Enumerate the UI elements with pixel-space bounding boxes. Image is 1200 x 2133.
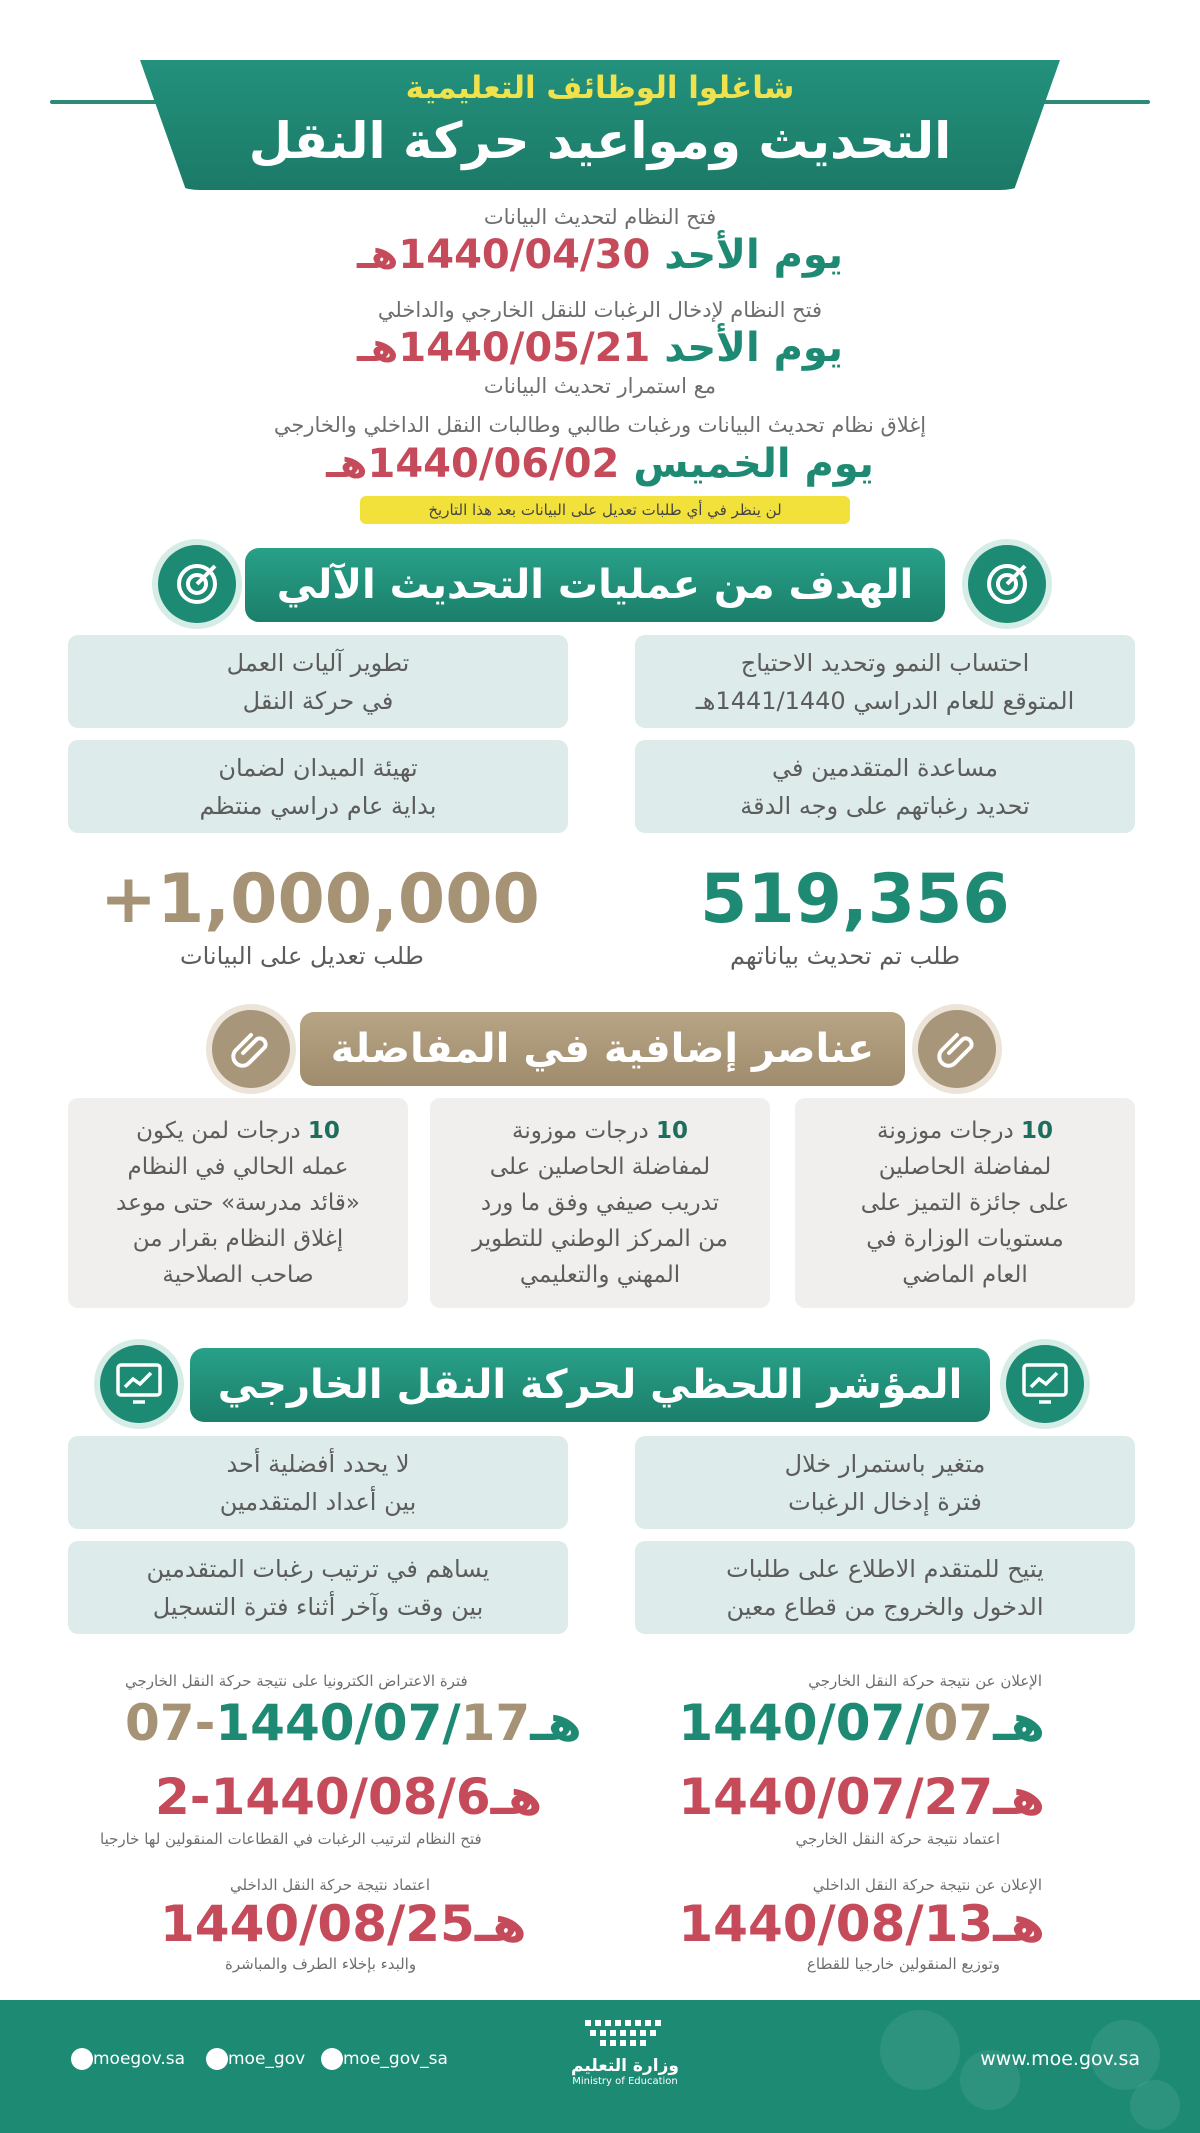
- facebook-icon: [71, 2048, 93, 2070]
- schedule-date: [678, 1694, 1045, 1752]
- timeline-date: 1440/05/21هـ: [357, 325, 651, 371]
- target-icon: [158, 545, 236, 623]
- stat-label: طلب تم تحديث بياناتهم: [730, 942, 961, 970]
- schedule-label: الإعلان عن نتيجة حركة النقل الداخلي: [812, 1876, 1042, 1894]
- schedule-date-suffix: هـ: [530, 1694, 582, 1752]
- timeline-date-row-3: [0, 441, 1200, 487]
- goal-line: بداية عام دراسي منتظم: [199, 791, 437, 820]
- stat-label: طلب تعديل على البيانات: [180, 942, 424, 970]
- goal-line: في حركة النقل: [242, 686, 394, 715]
- facebook-handle: moegov.sa: [93, 2049, 186, 2069]
- extra-title: عناصر إضافية في المفاضلة: [300, 1012, 905, 1086]
- indicator-line: بين أعداد المتقدمين: [219, 1487, 417, 1516]
- paperclip-icon: [918, 1010, 996, 1088]
- indicator-card: [68, 1436, 568, 1529]
- timeline-date: 1440/06/02هـ: [326, 441, 620, 487]
- indicator-line: فترة إدخال الرغبات: [788, 1487, 982, 1516]
- extra-line: «قائد مدرسة» حتى موعد: [116, 1190, 360, 1216]
- goal-card: [635, 635, 1135, 728]
- extra-card: [430, 1098, 770, 1308]
- stat-value: +1,000,000: [100, 860, 540, 939]
- goal-line: مساعدة المتقدمين في: [772, 753, 999, 782]
- schedule-label: فترة الاعتراض الكترونيا على نتيجة حركة النقل الخارجي: [125, 1672, 468, 1690]
- header-title: التحديث ومواعيد حركة النقل: [248, 112, 952, 170]
- schedule-date: [160, 1895, 527, 1953]
- extra-card: [68, 1098, 408, 1308]
- schedule-date: [125, 1694, 582, 1752]
- target-icon: [968, 545, 1046, 623]
- extra-unit: درجات موزونة: [877, 1118, 1014, 1144]
- website-link[interactable]: www.moe.gov.sa: [980, 2048, 1140, 2070]
- timeline-date-row-2: [0, 325, 1200, 371]
- timeline-day: يوم الخميس: [633, 441, 874, 487]
- timeline-day: يوم الأحد: [664, 325, 843, 371]
- schedule-note: وتوزيع المنقولين خارجيا للقطاع: [806, 1955, 1000, 1973]
- extra-line: على جائزة التميز على: [860, 1190, 1070, 1216]
- indicator-card: [68, 1541, 568, 1634]
- extra-heading: [877, 1113, 1053, 1149]
- ministry-logo-icon: [580, 2018, 670, 2052]
- ministry-name-en: Ministry of Education: [572, 2076, 678, 2087]
- timeline-label-3: إغلاق نظام تحديث البيانات ورغبات طالبي وطالبات النقل الداخلي والخارجي: [273, 413, 927, 437]
- goal-line: احتساب النمو وتحديد الاحتياج: [740, 648, 1030, 677]
- schedule-label: الإعلان عن نتيجة حركة النقل الخارجي: [808, 1672, 1042, 1690]
- extra-line: المهني والتعليمي: [519, 1262, 681, 1288]
- timeline-note-2: مع استمرار تحديث البيانات: [483, 374, 717, 398]
- schedule-label: اعتماد نتيجة حركة النقل الداخلي: [230, 1876, 431, 1894]
- goal-card: [635, 740, 1135, 833]
- schedule-date-base: 1440/07/: [678, 1694, 924, 1752]
- instagram-link[interactable]: [200, 2048, 305, 2070]
- schedule-note: اعتماد نتيجة حركة النقل الخارجي: [795, 1830, 1000, 1848]
- timeline-date-row-1: [0, 232, 1200, 278]
- schedule-date-day: 25: [405, 1895, 475, 1953]
- notice-badge: لن ينظر في أي طلبات تعديل على البيانات بعد هذا التاريخ: [360, 496, 850, 524]
- extra-line: إغلاق النظام بقرار من: [132, 1226, 344, 1252]
- extra-heading: [136, 1113, 340, 1149]
- schedule-note: فتح النظام لترتيب الرغبات في القطاعات المنقولين لها خارجيا: [100, 1830, 482, 1848]
- extra-line: مستويات الوزارة في: [866, 1226, 1064, 1252]
- indicator-card: [635, 1436, 1135, 1529]
- goal-line: تهيئة الميدان لضمان: [218, 753, 418, 782]
- schedule-date-day: 13: [923, 1895, 994, 1953]
- schedule-date-suffix: هـ: [993, 1694, 1045, 1752]
- schedule-date: [678, 1768, 1045, 1826]
- ministry-name-ar: وزارة التعليم: [571, 2056, 679, 2076]
- extra-heading: [512, 1113, 688, 1149]
- extra-unit: درجات موزونة: [512, 1118, 649, 1144]
- goal-line: المتوقع للعام الدراسي 1441/1440هـ: [695, 686, 1075, 715]
- extra-points: 10: [307, 1118, 340, 1144]
- extra-unit: درجات لمن يكون: [136, 1118, 301, 1144]
- goal-card: [68, 740, 568, 833]
- header-subtitle: شاغلوا الوظائف التعليمية: [405, 70, 795, 106]
- indicator-title: المؤشر اللحظي لحركة النقل الخارجي: [190, 1348, 990, 1422]
- schedule-date-day: 27: [923, 1768, 994, 1826]
- schedule-date: [155, 1768, 542, 1826]
- indicator-line: بين وقت وآخر أثناء فترة التسجيل: [152, 1592, 484, 1621]
- indicator-card: [635, 1541, 1135, 1634]
- schedule-date-base: 1440/07/: [678, 1768, 924, 1826]
- indicator-line: يساهم في ترتيب رغبات المتقدمين: [146, 1554, 490, 1583]
- schedule-date-suffix: هـ: [474, 1895, 527, 1953]
- extra-line: من المركز الوطني للتطوير: [472, 1226, 728, 1252]
- timeline-date: 1440/04/30هـ: [357, 232, 651, 278]
- twitter-icon: [321, 2048, 343, 2070]
- goals-title: الهدف من عمليات التحديث الآلي: [245, 548, 945, 622]
- paperclip-icon: [212, 1010, 290, 1088]
- chart-monitor-icon: [1006, 1345, 1084, 1423]
- extra-line: لمفاضلة الحاصلين على: [489, 1154, 711, 1180]
- twitter-link[interactable]: [315, 2048, 448, 2070]
- schedule-date-suffix: هـ: [490, 1768, 543, 1826]
- schedule-date-base: 1440/08/: [210, 1768, 456, 1826]
- ministry-logo: [560, 2018, 690, 2087]
- extra-points: 10: [656, 1118, 689, 1144]
- extra-line: عمله الحالي في النظام: [127, 1154, 349, 1180]
- timeline-day: يوم الأحد: [664, 232, 843, 278]
- footer: [0, 2000, 1200, 2133]
- schedule-date-base: 1440/08/: [160, 1895, 406, 1953]
- schedule-date-day: 6-2: [155, 1768, 491, 1826]
- schedule-date: [678, 1895, 1045, 1953]
- extra-line: صاحب الصلاحية: [162, 1262, 314, 1288]
- instagram-handle: moe_gov: [228, 2049, 306, 2069]
- extra-points: 10: [1021, 1118, 1054, 1144]
- twitter-handle: moe_gov_sa: [343, 2049, 448, 2069]
- indicator-line: لا يحدد أفضلية أحد: [226, 1449, 410, 1478]
- indicator-line: الدخول والخروج من قطاع معين: [726, 1592, 1044, 1621]
- extra-line: تدريب صيفي وفق ما ورد: [480, 1190, 720, 1216]
- extra-card: [795, 1098, 1135, 1308]
- facebook-link[interactable]: [65, 2048, 185, 2070]
- schedule-date-day: 17-07: [125, 1694, 531, 1752]
- schedule-date-suffix: هـ: [993, 1768, 1045, 1826]
- extra-line: لمفاضلة الحاصلين: [878, 1154, 1052, 1180]
- schedule-date-base: 1440/07/: [215, 1694, 461, 1752]
- indicator-line: يتيح للمتقدم الاطلاع على طلبات: [726, 1554, 1044, 1583]
- goal-card: [68, 635, 568, 728]
- extra-line: العام الماضي: [902, 1262, 1028, 1288]
- chart-monitor-icon: [100, 1345, 178, 1423]
- goal-line: تطوير آليات العمل: [226, 648, 410, 677]
- instagram-icon: [206, 2048, 228, 2070]
- schedule-date-suffix: هـ: [993, 1895, 1045, 1953]
- stat-value: 519,356: [700, 860, 1010, 939]
- schedule-note: والبدء بإخلاء الطرف والمباشرة: [225, 1955, 417, 1973]
- indicator-line: متغير باستمرار خلال: [784, 1449, 986, 1478]
- decor-circle: [880, 2010, 960, 2090]
- decor-circle: [1130, 2080, 1180, 2130]
- timeline-label-2: فتح النظام لإدخال الرغبات للنقل الخارجي والداخلي: [377, 298, 823, 322]
- goal-line: تحديد رغباتهم على وجه الدقة: [740, 791, 1030, 820]
- schedule-date-base: 1440/08/: [678, 1895, 924, 1953]
- schedule-date-day: 07: [923, 1694, 994, 1752]
- timeline-label-1: فتح النظام لتحديث البيانات: [483, 205, 717, 229]
